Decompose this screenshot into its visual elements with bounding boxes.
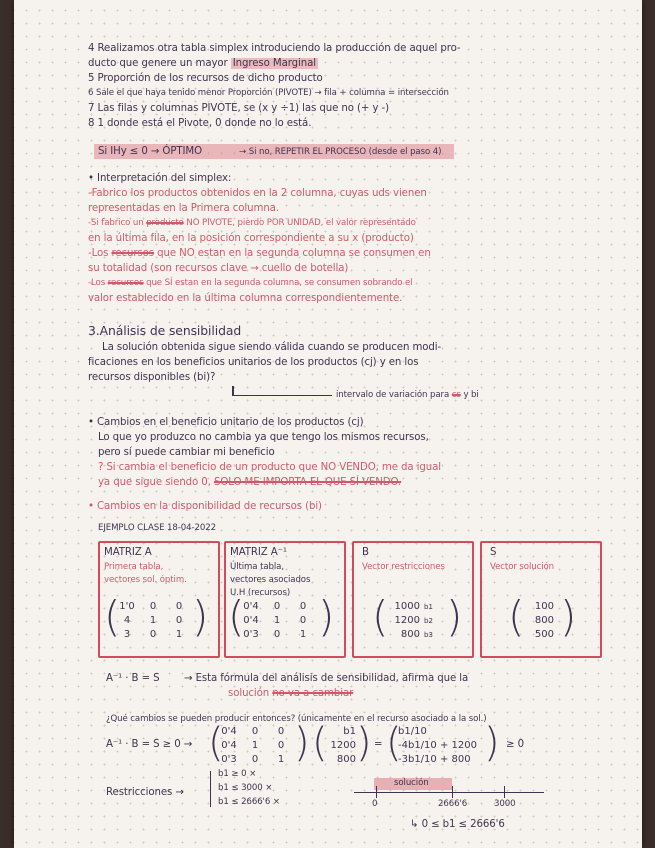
interp-line-5b: que NO estan en la segunda columna se consumen en [157, 248, 431, 259]
matriz-a-title: MATRIZ A [104, 547, 152, 558]
interp-line-3a: -Si fabrico un [88, 218, 144, 228]
ineq-m-cell: 1 [251, 740, 259, 751]
vec-b-paren-right: ) [446, 592, 463, 641]
bracket-arrow-line [232, 395, 332, 396]
interval-text-end: y bi [463, 390, 479, 400]
formula-solucion: solución [228, 688, 270, 699]
restriccion-1 [218, 768, 256, 781]
numberline-tick-1 [452, 786, 453, 798]
mat-ainv-cell: 0 [273, 629, 281, 640]
mat-ainv-cell: 0 [273, 601, 281, 612]
mat-a-cell: 1'0 [119, 601, 135, 612]
restricciones-label: Restricciones → [106, 787, 184, 798]
section-3-line-2: ficaciones en los beneficios unitarios de los productos (cj) y en los [88, 357, 419, 368]
ineq-r-value: -3b1/10 + 800 [398, 754, 471, 765]
formula-struck: no va a cambiar [272, 688, 354, 699]
step-4-line-2 [88, 57, 318, 70]
vec-b-value: 1200 [394, 615, 420, 626]
interp-line-7 [88, 277, 412, 290]
matriz-a-sub2: vectores sol. óptim. [104, 575, 187, 585]
vec-b-value: 800 [400, 629, 420, 640]
mat-a-cell: 1 [149, 615, 157, 626]
mat-ainv-cell: 0 [299, 615, 307, 626]
vector-b [380, 601, 450, 645]
mat-ainv-paren-right: ) [318, 592, 335, 641]
section-3-interval [336, 389, 479, 402]
numberline-result: ↳ 0 ≤ b1 ≤ 2666'6 [410, 819, 505, 830]
vector-b-sub: Vector restricciones [362, 562, 445, 572]
step-7: 7 Las filas y columnas PIVOTE, se (x y ÷1) las que no (+ y -) [88, 103, 389, 114]
cambios-cj-line-4 [98, 476, 401, 489]
cambios-cj-line-1: Lo que yo produzco no cambia ya que tengo los mismos recursos, [98, 432, 429, 443]
interp-line-5 [88, 247, 431, 260]
numberline-tick-0 [376, 786, 377, 798]
mat-ainv-cell: 1 [299, 629, 307, 640]
cambios-cj-line-4a: ya que sigue siendo 0, [98, 477, 211, 488]
vec-b-value: 1000 [394, 601, 420, 612]
vec-b-paren-left: ( [372, 592, 389, 641]
vec-b-label: b3 [424, 631, 433, 639]
numberline-axis [354, 792, 544, 793]
step-8: 8 1 donde está el Pivote, 0 donde no lo está. [88, 118, 312, 129]
mat-ainv-paren-left: ( [228, 592, 245, 641]
ineq-vector [320, 726, 360, 768]
step-6: 6 Sale el que haya tenido menor Proporción (PIVOTE) → fila + columna = intersección [88, 88, 449, 98]
interp-line-5a: -Los [88, 248, 109, 259]
vec-s-value: 100 [534, 601, 554, 612]
vec-s-paren-right: ) [560, 592, 577, 641]
mat-ainv-cell: 0'4 [243, 615, 259, 626]
matriz-a-inv-sub3: U.H (recursos) [230, 588, 291, 598]
vector-s-sub: Vector solución [490, 562, 555, 572]
mat-a-cell: 0 [149, 601, 157, 612]
interp-line-5-struck: recursos [111, 248, 154, 259]
mat-a-cell: 0 [149, 629, 157, 640]
step-4-text: ducto que genere un mayor [88, 58, 228, 69]
matriz-a-inv-title: MATRIZ A⁻¹ [230, 547, 287, 558]
ineq-m-cell: 0'4 [221, 740, 237, 751]
vec-b-label: b1 [424, 603, 433, 611]
ineq-v-paren-right: ) [356, 720, 372, 766]
cambios-cj-title: • Cambios en el beneficio unitario de los productos (cj) [88, 417, 364, 428]
step-5: 5 Proporción de los recursos de dicho producto [88, 73, 323, 84]
interp-line-2: representadas en la Primera columna. [88, 203, 279, 214]
ineq-ge: ≥ 0 [506, 739, 524, 750]
step-4-line-1: 4 Realizamos otra tabla simplex introduciendo la producción de aquel pro- [88, 43, 461, 54]
vec-b-label: b2 [424, 617, 433, 625]
restricciones-brace [210, 771, 211, 807]
matrix-a-inv [240, 601, 320, 645]
matriz-a-inv-sub1: Última tabla, [230, 562, 284, 572]
ineq-m-cell: 1 [277, 754, 285, 765]
ineq-m-cell: 0 [251, 754, 259, 765]
interval-struck: cs [451, 390, 461, 400]
mat-ainv-cell: 0'4 [243, 601, 259, 612]
ineq-v-paren-left: ( [312, 720, 328, 766]
interval-text: intervalo de variación para [336, 390, 450, 400]
ineq-r-value: b1/10 [398, 726, 427, 737]
ineq-r-value: -4b1/10 + 1200 [398, 740, 477, 751]
interp-line-1: -Fabrico los productos obtenidos en la 2 columna, cuyas uds vienen [88, 188, 427, 199]
optimo-condition: Si IHy ≤ 0 → ÓPTIMO [98, 146, 203, 157]
cambios-cj-struck: SOLO ME IMPORTA EL QUE SÍ VENDO. [213, 477, 402, 488]
cambios-cj-line-3: ? Si cambia el beneficio de un producto que NO VENDO, me da igual [98, 462, 441, 473]
ineq-m-cell: 0 [251, 726, 259, 737]
numberline-tick-0-label: 0 [372, 799, 378, 809]
mat-ainv-cell: 0'3 [243, 629, 259, 640]
ineq-equals: = [374, 739, 383, 750]
restriccion-2: b1 ≤ 3000 × [218, 783, 273, 793]
interp-line-7b: que SÍ estan en la segunda columna, se consumen sobrando el [146, 278, 413, 288]
section-3-title: 3.Análisis de sensibilidad [88, 323, 242, 338]
mat-ainv-cell: 0 [299, 601, 307, 612]
ineq-matrix [218, 726, 298, 768]
mat-ainv-cell: 1 [273, 615, 281, 626]
formula-rhs-1: → Esta fórmula del análisis de sensibilidad, afirma que la [184, 673, 469, 684]
vec-s-value: 800 [534, 615, 554, 626]
vector-s [514, 601, 564, 645]
ineq-result [398, 726, 488, 768]
ingreso-marginal-highlight: Ingreso Marginal [232, 58, 316, 69]
matriz-a-sub1: Primera tabla, [104, 562, 164, 572]
mat-a-cell: 0 [175, 615, 183, 626]
section-3-line-3: recursos disponibles (bi)? [88, 372, 216, 383]
ineq-v-value: b1 [343, 726, 356, 737]
vec-s-value: 500 [534, 629, 554, 640]
interp-line-3b: NO PIVOTE, pierdo POR UNIDAD, el valor representado [186, 218, 416, 228]
ineq-v-value: 1200 [330, 740, 356, 751]
vec-s-paren-left: ( [508, 592, 525, 641]
numberline-tick-2 [504, 786, 505, 798]
pregunta: ¿Qué cambios se pueden producir entonces? (únicamente en el recurso asociado a la sol.) [106, 714, 487, 724]
interp-line-3-struck: producto [146, 218, 184, 228]
interpretacion-title: • Interpretación del simplex: [88, 173, 232, 184]
interp-line-8: valor establecido en la última columna correspondientemente. [88, 293, 403, 304]
restriccion-3: b1 ≤ 2666'6 × [218, 797, 280, 807]
mat-a-cell: 1 [175, 629, 183, 640]
formula-lhs: A⁻¹ · B = S [106, 673, 160, 684]
mat-a-cell: 3 [123, 629, 131, 640]
matrix-a [116, 601, 196, 645]
ineq-m-cell: 0'3 [221, 754, 237, 765]
formula-rhs-2 [228, 687, 353, 700]
ineq-v-value: 800 [336, 754, 356, 765]
ineq-m-cell: 0 [277, 740, 285, 751]
vector-s-title: S [490, 547, 497, 558]
ejemplo-clase: EJEMPLO CLASE 18-04-2022 [98, 523, 216, 533]
ineq-m-paren-left: ( [208, 720, 224, 766]
ineq-lhs: A⁻¹ · B = S ≥ 0 → [106, 739, 193, 750]
numberline-tick-2-label: 3000 [494, 799, 516, 809]
cambios-cj-line-2: pero sí puede cambiar mi beneficio [98, 447, 275, 458]
interp-line-4: en la última fila, en la posición correspondiente a su x (producto) [88, 233, 414, 244]
interp-line-3 [88, 217, 416, 230]
optimo-else: → Si no, REPETIR EL PROCESO (desde el paso 4) [239, 147, 442, 157]
mat-a-cell: 4 [123, 615, 131, 626]
ineq-m-cell: 0 [277, 726, 285, 737]
notebook-page [14, 0, 642, 848]
cambios-bi-title: • Cambios en la disponibilidad de recursos (bi) [88, 501, 322, 512]
restriccion-1-text: b1 ≥ 0 × [218, 769, 257, 779]
numberline-tick-1-label: 2666'6 [438, 799, 468, 809]
matriz-a-inv-sub2: vectores asociados [230, 575, 311, 585]
interp-line-7a: -Los [88, 278, 106, 288]
mat-a-cell: 0 [175, 601, 183, 612]
interp-line-7-struck: recursos [107, 278, 144, 288]
mat-a-paren-right: ) [192, 592, 209, 641]
interp-line-6: su totalidad (son recursos clave → cuello de botella) [88, 263, 349, 274]
ineq-m-paren-right: ) [294, 720, 310, 766]
ineq-m-cell: 0'4 [221, 726, 237, 737]
ineq-r-paren-left: ( [386, 720, 402, 766]
section-3-line-1: La solución obtenida sigue siendo válida cuando se producen modi- [102, 342, 442, 353]
ineq-r-paren-right: ) [484, 720, 500, 766]
vector-b-title: B [362, 547, 369, 558]
mat-a-paren-left: ( [104, 592, 121, 641]
numberline-label: solución [394, 778, 429, 788]
